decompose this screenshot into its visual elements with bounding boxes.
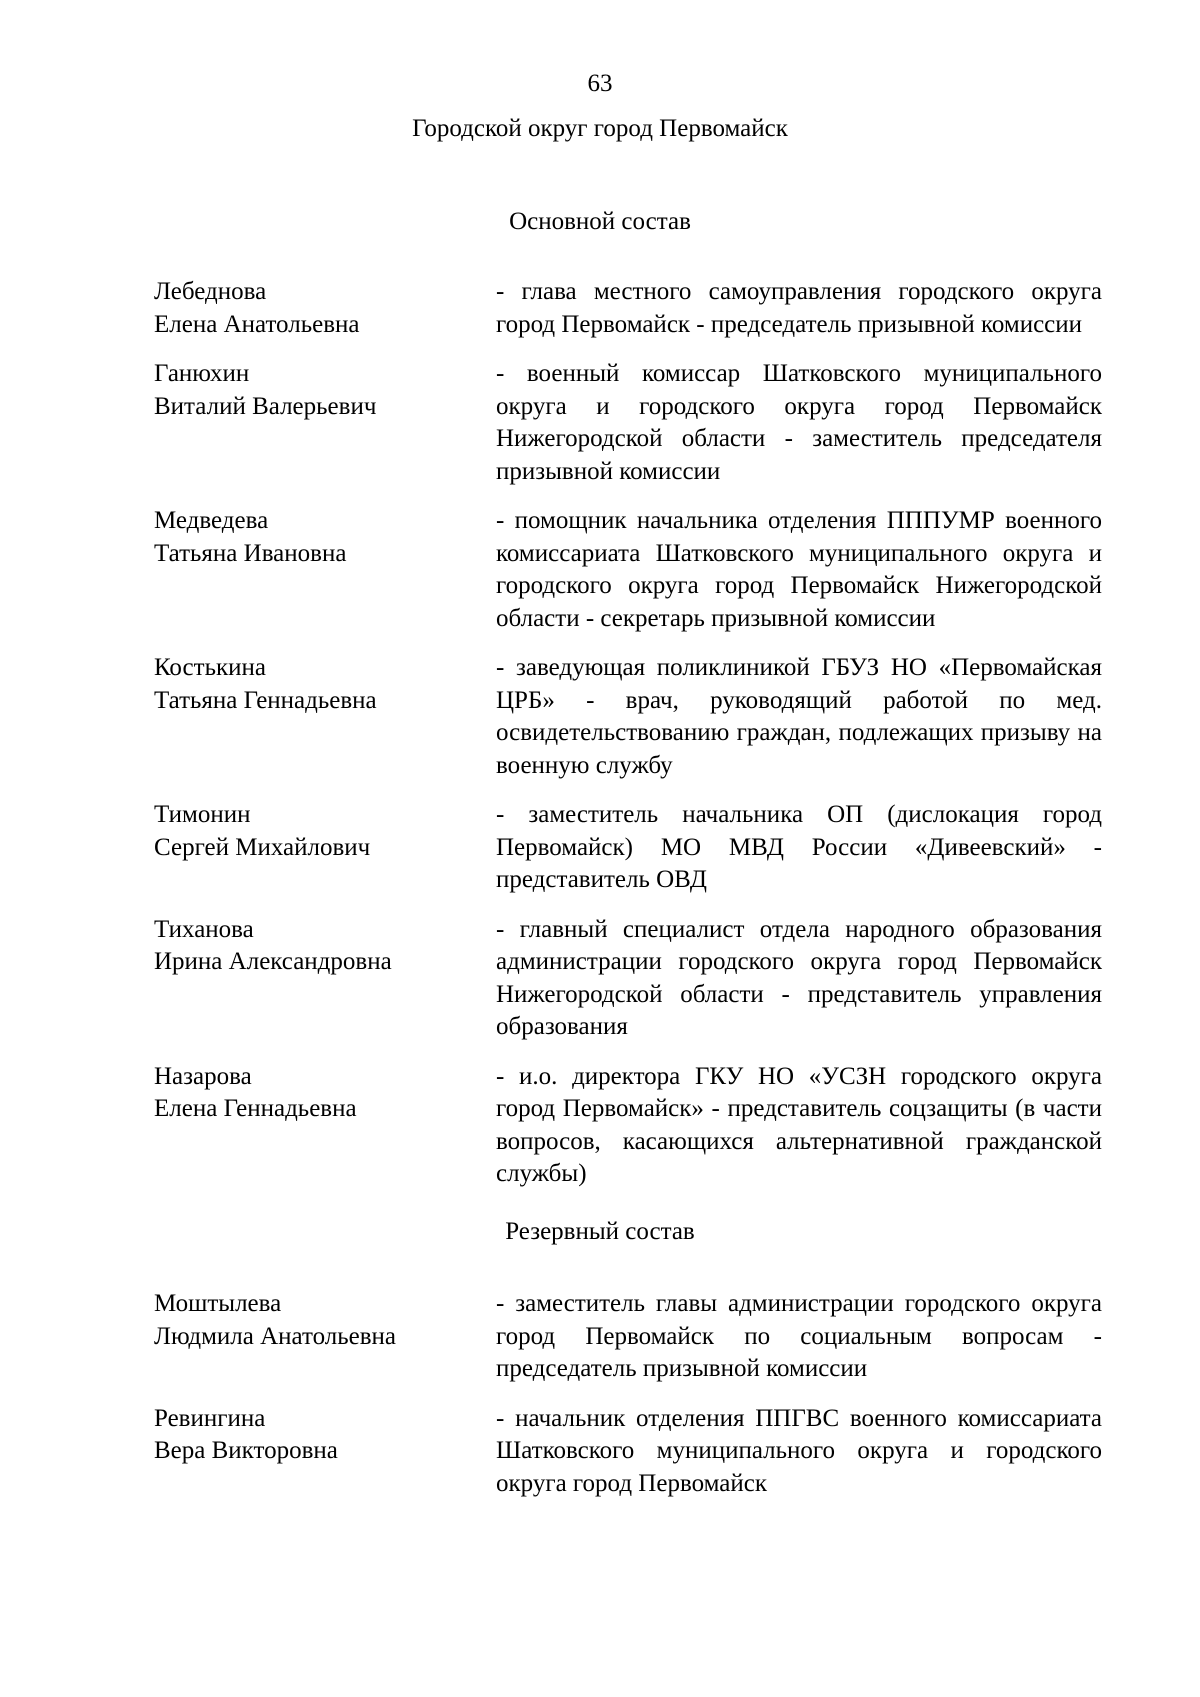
member-name [154,505,496,635]
member-surname: Ревингина [154,1404,266,1432]
member-role: - глава местного самоуправления городского округа город Первомайск - председатель призывной комиссии [496,278,1102,338]
member-name [154,914,496,1044]
member-name [154,276,496,341]
member-entry [154,1288,1102,1386]
member-given-name: Татьяна Ивановна [154,539,347,567]
member-entry [154,799,1102,897]
member-given-name: Виталий Валерьевич [154,392,377,420]
member-entry [154,1061,1102,1191]
member-entry [154,914,1102,1044]
member-surname: Лебеднова [154,278,267,305]
member-given-name: Елена Анатольевна [154,310,360,338]
page-number: 63 [587,70,613,97]
member-name [154,1403,496,1501]
member-name [154,1288,496,1386]
member-given-name: Татьяна Геннадьевна [154,686,377,714]
member-given-name: Елена Геннадьевна [154,1095,357,1122]
reserve-section-heading: Резервный состав [505,1218,695,1245]
member-role: - и.о. директора ГКУ НО «УСЗН городского округа город Первомайск» - представитель соцзащиты (в части вопросов, касающихся альтернативной гражданской службы) [496,1062,1102,1187]
document-title: Городской округ город Первомайск [412,115,788,142]
member-role: - помощник начальника отделения ПППУМР военного комиссариата Шатковского муниципального округа и городского округа город Первомайск Нижегородской области - секретарь призывной комиссии [496,507,1102,632]
member-role: - заведующая поликлиникой ГБУЗ НО «Первомайская ЦРБ» - врач, руководящий работой по мед. освидетельствованию граждан, подлежащих призыву на военную службу [496,654,1102,779]
member-given-name: Людмила Анатольевна [154,1322,397,1350]
member-entry [154,505,1102,635]
member-role: - начальник отделения ППГВС военного комиссариата Шатковского муниципального округа и городского округа город Первомайск [496,1404,1102,1497]
member-name [154,1061,496,1191]
reserve-members-list [154,1288,1102,1517]
member-role: - заместитель главы администрации городского округа город Первомайск по социальным вопросам - председатель призывной комиссии [496,1290,1102,1382]
member-name [154,358,496,488]
member-surname: Моштылева [154,1290,282,1317]
member-role: - военный комиссар Шатковского муниципального округа и городского округа город Первомайск Нижегородской области - заместитель председателя призывной комиссии [496,360,1102,485]
member-role: - главный специалист отдела народного образования администрации городского округа город Первомайск Нижегородской области - представитель управления образования [496,915,1102,1040]
member-name [154,652,496,782]
member-surname: Тиханова [154,915,254,943]
member-name [154,799,496,897]
member-entry [154,276,1102,341]
main-members-list [154,276,1102,1208]
member-role: - заместитель начальника ОП (дислокация город Первомайск) МО МВД России «Дивеевский» - представитель ОВД [496,801,1102,893]
member-entry [154,652,1102,782]
member-surname: Тимонин [154,801,251,828]
member-entry [154,1403,1102,1501]
member-surname: Ганюхин [154,360,250,387]
member-surname: Костькина [154,654,266,681]
member-surname: Медведева [154,507,269,534]
member-given-name: Вера Викторовна [154,1437,338,1464]
member-surname: Назарова [154,1062,252,1090]
main-section-heading: Основной состав [509,208,691,235]
member-given-name: Ирина Александровна [154,948,392,975]
member-entry [154,358,1102,488]
member-given-name: Сергей Михайлович [154,833,371,861]
